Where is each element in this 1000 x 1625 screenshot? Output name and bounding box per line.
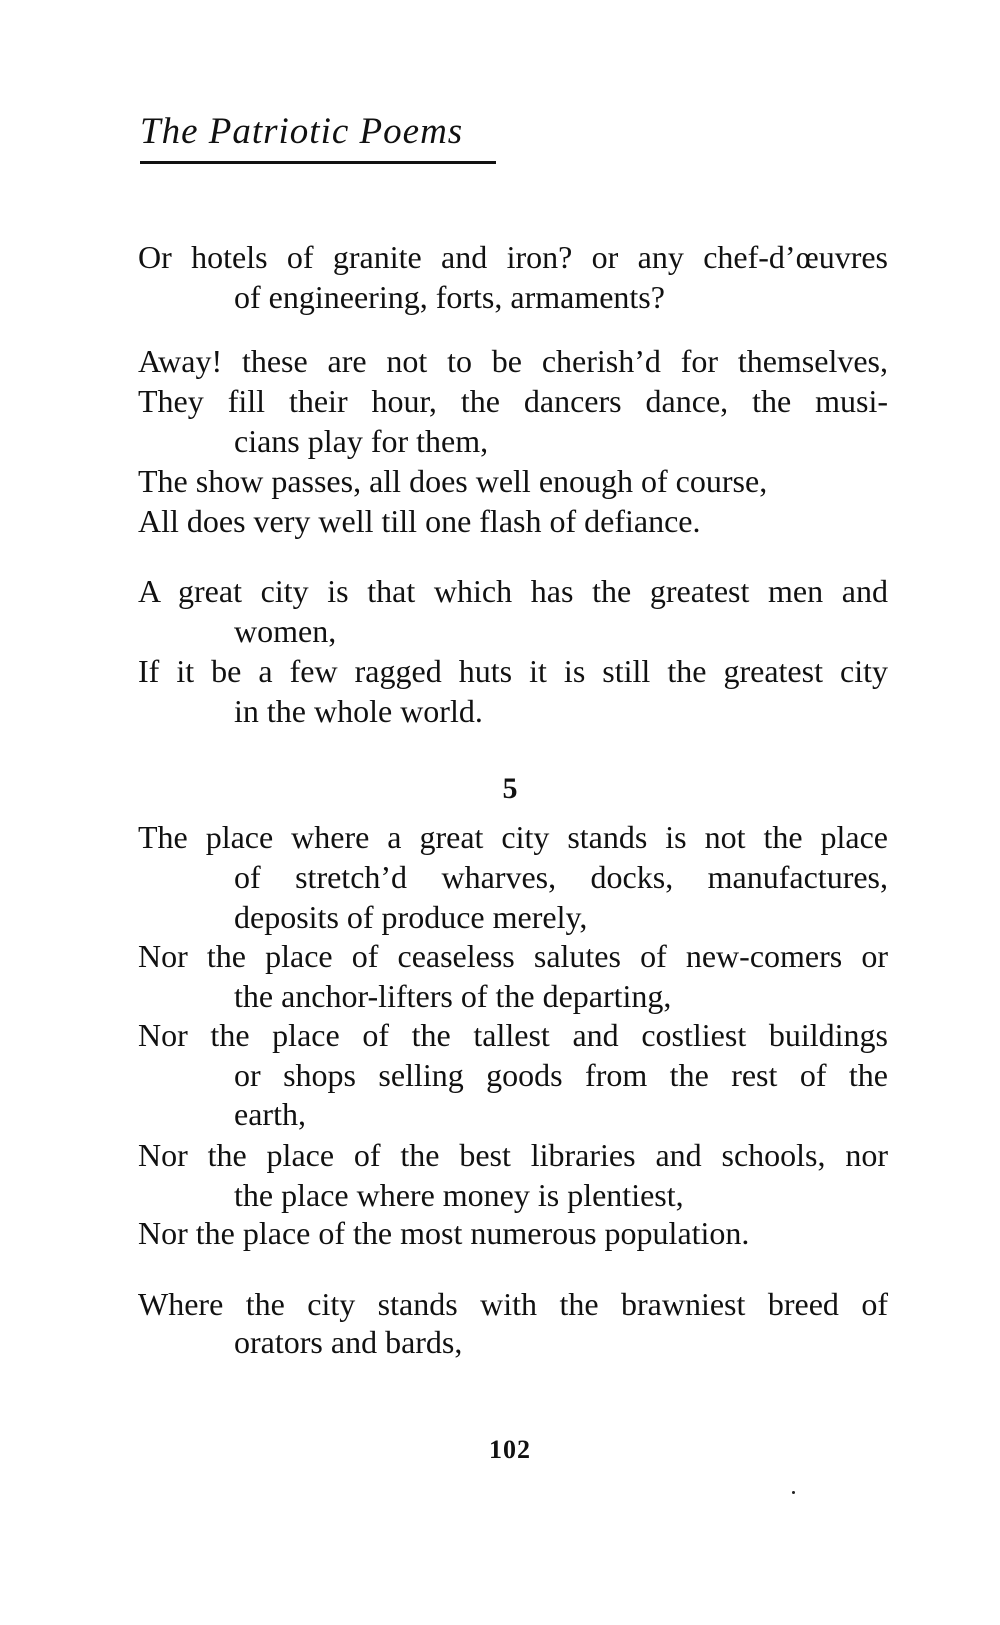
poem-line: deposits of produce merely,: [234, 899, 588, 935]
poem-line: of stretch’d wharves, docks, manufactures,: [234, 859, 888, 895]
print-speck: [792, 1491, 795, 1494]
poem-line: Nor the place of the most numerous population.: [138, 1215, 750, 1251]
poem-line: orators and bards,: [234, 1324, 463, 1360]
poem-line: Nor the place of ceaseless salutes of new-comers or: [138, 938, 888, 974]
poem-line: Where the city stands with the brawniest breed of: [138, 1286, 888, 1322]
poem-line: cians play for them,: [234, 423, 489, 459]
poem-line: Or hotels of granite and iron? or any chef-d’œuvres: [138, 239, 888, 275]
poem-line: the place where money is plentiest,: [234, 1177, 684, 1213]
running-head: The Patriotic Poems: [140, 108, 496, 164]
poem-line: Nor the place of the tallest and costliest buildings: [138, 1017, 888, 1053]
poem-line: All does very well till one flash of defiance.: [138, 503, 701, 539]
poem-line: of engineering, forts, armaments?: [234, 279, 665, 315]
poem-line: women,: [234, 613, 337, 649]
poem-line: or shops selling goods from the rest of the: [234, 1057, 888, 1093]
poem-line: earth,: [234, 1096, 306, 1132]
page-number: 102: [489, 1435, 531, 1464]
poem-line: in the whole world.: [234, 693, 483, 729]
poem-line: They fill their hour, the dancers dance, the musi-: [138, 383, 888, 419]
poem-line: If it be a few ragged huts it is still the greatest city: [138, 653, 888, 689]
poem-line: The show passes, all does well enough of course,: [138, 463, 768, 499]
poem-line: The place where a great city stands is not the place: [138, 819, 888, 855]
poem-line: Nor the place of the best libraries and schools, nor: [138, 1137, 888, 1173]
poem-line: Away! these are not to be cherish’d for themselves,: [138, 343, 888, 379]
poem-line: A great city is that which has the greatest men and: [138, 573, 888, 609]
poem-line: the anchor-lifters of the departing,: [234, 978, 672, 1014]
section-number: 5: [502, 772, 518, 805]
